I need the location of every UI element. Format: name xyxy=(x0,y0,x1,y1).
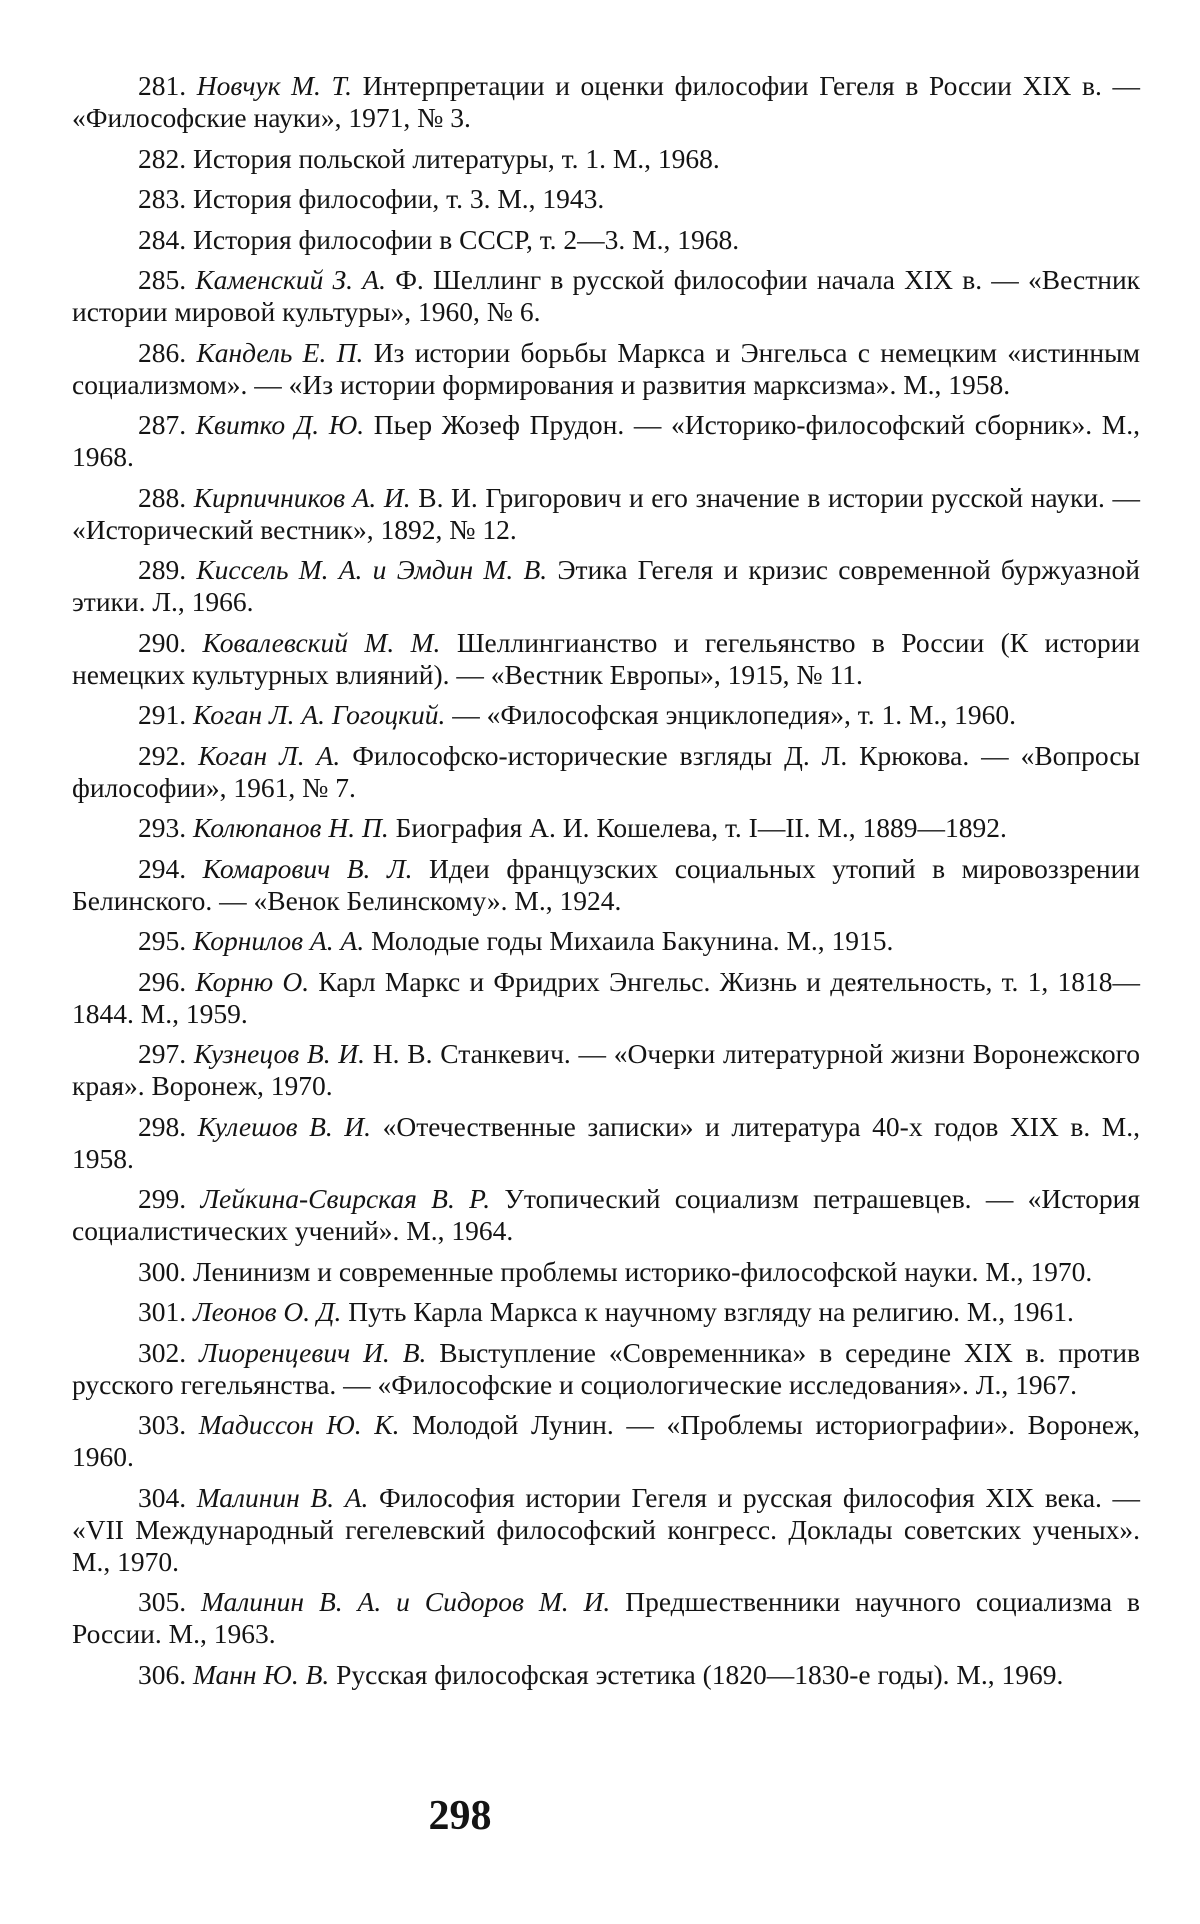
entry-number: 306. xyxy=(138,1658,187,1690)
entry-text: История польской литературы, т. 1. М., 1968. xyxy=(193,142,720,174)
entry-author: Кирпичников А. И. xyxy=(193,481,411,513)
bibliography-list xyxy=(72,70,1140,1699)
entry-number: 291. xyxy=(138,699,187,730)
bibliography-entry xyxy=(72,409,1140,473)
entry-author: Кулешов В. И. xyxy=(197,1110,372,1142)
entry-author: Коган Л. А. xyxy=(198,739,341,771)
bibliography-entry xyxy=(72,554,1140,618)
entry-text: Н. В. Станкевич. — «Очерки литературной жизни Воронежского края». Воронеж, 1970. xyxy=(72,1038,1141,1101)
bibliography-entry xyxy=(72,1038,1140,1102)
entry-text: Философско-исторические взгляды Д. Л. Крюкова. — «Вопросы философии», 1961, № 7. xyxy=(72,739,1141,803)
entry-number: 292. xyxy=(138,739,187,771)
bibliography-entry xyxy=(72,1256,1140,1288)
entry-text: Идеи французских социальных утопий в мировоззрении Белинского. — «Венок Белинскому». М., 1924. xyxy=(72,852,1140,916)
entry-text: Из истории борьбы Маркса и Энгельса с немецким «истинным социализмом». — «Из истории формирования и развития марксизма». М., 1958. xyxy=(72,336,1141,400)
entry-author: Киссель М. А. и Эмдин М. В. xyxy=(196,554,548,585)
entry-author: Лиоренцевич И. В. xyxy=(199,1336,427,1368)
bibliography-entry xyxy=(72,1482,1140,1578)
entry-text: Предшественники научного социализма в России. М., 1963. xyxy=(72,1586,1140,1649)
entry-number: 286. xyxy=(138,336,187,368)
entry-text: Выступление «Современника» в середине XIX в. против русского гегельянства. — «Философские и социологические исследования». Л., 1967. xyxy=(72,1336,1141,1400)
bibliography-entry xyxy=(72,1111,1140,1175)
entry-number: 285. xyxy=(138,264,187,295)
bibliography-entry xyxy=(72,264,1140,328)
entry-number: 303. xyxy=(138,1409,187,1440)
entry-author: Леонов О. Д. xyxy=(193,1296,342,1327)
entry-number: 295. xyxy=(138,925,187,956)
entry-author: Мадиссон Ю. К. xyxy=(198,1409,400,1440)
bibliography-entry xyxy=(72,337,1140,401)
entry-number: 283. xyxy=(138,183,187,214)
entry-text: Русская философская эстетика (1820—1830-е годы). М., 1969. xyxy=(336,1658,1064,1690)
bibliography-entry xyxy=(72,1337,1140,1401)
entry-author: Корню О. xyxy=(195,965,310,997)
entry-text: Утопический социализм петрашевцев. — «История социалистических учений». М., 1964. xyxy=(72,1183,1141,1246)
entry-number: 281. xyxy=(138,70,187,101)
entry-number: 300. xyxy=(138,1255,187,1287)
entry-number: 297. xyxy=(138,1038,187,1069)
entry-author: Ковалевский М. М. xyxy=(202,626,441,658)
entry-number: 290. xyxy=(138,626,187,658)
bibliography-entry xyxy=(72,699,1140,731)
entry-text: Биография А. И. Кошелева, т. I—II. М., 1889—1892. xyxy=(395,812,1007,843)
entry-number: 293. xyxy=(138,812,187,843)
entry-number: 304. xyxy=(138,1481,187,1513)
bibliography-entry xyxy=(72,183,1140,215)
entry-author: Кузнецов В. И. xyxy=(193,1038,366,1069)
entry-number: 299. xyxy=(138,1183,187,1214)
bibliography-entry xyxy=(72,224,1140,256)
entry-text: «Отечественные записки» и литература 40-х годов XIX в. М., 1958. xyxy=(72,1110,1140,1174)
bibliography-entry xyxy=(72,1409,1140,1473)
bibliography-entry xyxy=(72,482,1140,546)
entry-author: Колюпанов Н. П. xyxy=(193,812,389,843)
bibliography-entry xyxy=(72,812,1140,844)
entry-number: 282. xyxy=(138,142,187,174)
entry-text: Ф. Шеллинг в русской философии начала XIX в. — «Вестник истории мировой культуры», 1960, № 6. xyxy=(72,264,1141,327)
entry-text: Шеллингианство и гегельянство в России (К истории немецких культурных влияний). — «Вестник Европы», 1915, № 11. xyxy=(72,626,1141,690)
entry-text: Путь Карла Маркса к научному взгляду на религию. М., 1961. xyxy=(348,1296,1074,1327)
bibliography-entry xyxy=(72,853,1140,917)
entry-author: Квитко Д. Ю. xyxy=(195,409,365,440)
bibliography-entry xyxy=(72,627,1140,691)
entry-text: Пьер Жозеф Прудон. — «Историко-философский сборник». М., 1968. xyxy=(72,409,1141,472)
entry-text: — «Философская энциклопедия», т. 1. М., 1960. xyxy=(452,699,1016,730)
entry-number: 305. xyxy=(138,1586,187,1617)
bibliography-entry xyxy=(72,966,1140,1030)
bibliography-entry xyxy=(72,1659,1140,1691)
entry-text: Молодой Лунин. — «Проблемы историографии». Воронеж, 1960. xyxy=(72,1409,1141,1472)
entry-number: 287. xyxy=(138,409,187,440)
entry-author: Новчук М. Т. xyxy=(196,70,352,101)
entry-author: Кандель Е. П. xyxy=(196,336,364,368)
bibliography-entry xyxy=(72,1296,1140,1328)
bibliography-entry xyxy=(72,143,1140,175)
entry-text: Философия истории Гегеля и русская философия XIX века. — «VII Международный гегелевский философский конгресс. Доклады советских ученых». М., 1970. xyxy=(72,1481,1141,1577)
entry-text: История философии в СССР, т. 2—3. М., 1968. xyxy=(193,223,740,255)
entry-text: Ленинизм и современные проблемы историко-философской науки. М., 1970. xyxy=(193,1255,1093,1287)
entry-number: 298. xyxy=(138,1110,187,1142)
entry-number: 294. xyxy=(138,852,187,884)
entry-author: Малинин В. А. xyxy=(196,1481,369,1513)
entry-text: Молодые годы Михаила Бакунина. М., 1915. xyxy=(371,925,894,956)
entry-number: 284. xyxy=(138,223,187,255)
entry-text: В. И. Григорович и его значение в истории русской науки. — «Исторический вестник», 1892, № 12. xyxy=(72,481,1141,545)
bibliography-entry xyxy=(72,1586,1140,1650)
entry-text: Этика Гегеля и кризис современной буржуазной этики. Л., 1966. xyxy=(72,554,1141,617)
entry-author: Лейкина-Свирская В. Р. xyxy=(200,1183,491,1214)
bibliography-entry xyxy=(72,1183,1140,1247)
entry-author: Коган Л. А. Гогоцкий. xyxy=(193,699,446,730)
bibliography-entry xyxy=(72,925,1140,957)
entry-author: Малинин В. А. и Сидоров М. И. xyxy=(201,1586,611,1617)
bibliography-entry xyxy=(72,70,1140,134)
entry-text: Интерпретации и оценки философии Гегеля в России XIX в. — «Философские науки», 1971, № 3. xyxy=(72,70,1140,133)
entry-author: Комарович В. Л. xyxy=(202,852,413,884)
entry-text: Карл Маркс и Фридрих Энгельс. Жизнь и деятельность, т. 1, 1818—1844. М., 1959. xyxy=(72,965,1141,1029)
entry-number: 302. xyxy=(138,1336,187,1368)
entry-number: 301. xyxy=(138,1296,187,1327)
entry-number: 289. xyxy=(138,554,187,585)
entry-author: Манн Ю. В. xyxy=(193,1658,330,1690)
bibliography-entry xyxy=(72,740,1140,804)
entry-author: Корнилов А. А. xyxy=(193,925,365,956)
page-number: 298 xyxy=(428,1793,492,1839)
entry-number: 296. xyxy=(138,965,187,997)
entry-text: История философии, т. 3. М., 1943. xyxy=(193,183,605,214)
entry-author: Каменский З. А. xyxy=(195,264,386,295)
entry-number: 288. xyxy=(138,481,187,513)
